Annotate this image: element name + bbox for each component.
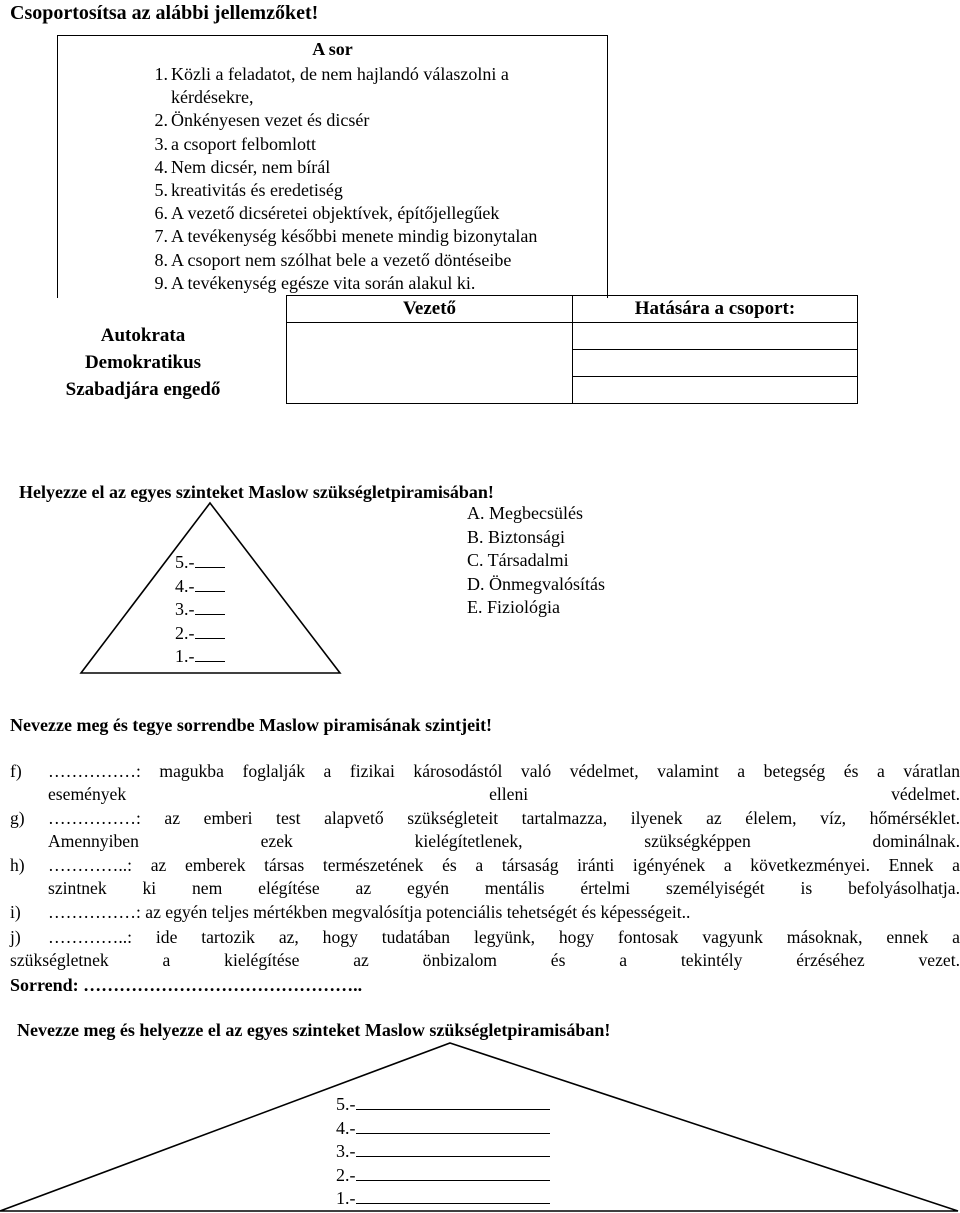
level-description-item (10, 926, 960, 972)
sorrend-answer-line[interactable]: Sorrend: ……………………………………….. (10, 975, 363, 995)
list-item-text: a csoport felbomlott (171, 133, 316, 154)
section-title-pyramid-2: Nevezze meg és helyezze el az egyes szinteket Maslow szükségletpiramisában! (17, 1020, 611, 1040)
level-description-item (10, 901, 960, 924)
pyramid-option: C. Társadalmi (467, 550, 569, 570)
cell-szabadjara-hatasa[interactable] (573, 377, 858, 404)
item-label: i) (10, 902, 21, 922)
pyramid-level-blank[interactable] (356, 1093, 550, 1110)
pyramid-level (336, 1093, 550, 1116)
list-item-text: A vezető dicséretei objektívek, építőjellegűek (171, 203, 500, 224)
item-text-line: Amennyiben ezek kielégítetlenek, szükségképpen dominálnak. (48, 831, 960, 851)
list-item-text: kreativitás és eredetiség (171, 180, 343, 200)
row-label-demokratikus: Demokratikus (0, 350, 287, 377)
pyramid-level-blank[interactable] (195, 551, 225, 568)
section-title-levels-order: Nevezze meg és tegye sorrendbe Maslow piramisának szintjeit! (10, 715, 493, 735)
pyramid-level-blank[interactable] (195, 575, 225, 592)
level-description-item (10, 854, 960, 900)
pyramid-option: E. Fiziológia (467, 597, 560, 617)
column-header-hatasa: Hatására a csoport: (573, 296, 858, 323)
list-item-number: 2. (154, 110, 168, 131)
pyramid-option: D. Önmegvalósítás (467, 573, 605, 594)
pyramid-level (336, 1117, 550, 1140)
item-text-line: ……………: magukba foglalják a fizikai károsodástól való védelmet, valamint a betegség és a váratlan (48, 761, 960, 781)
pyramid-level-blank[interactable] (356, 1164, 550, 1181)
list-item-text: A tevékenység egésze vita során alakul ki. (171, 272, 476, 293)
item-text-line: események elleni védelmet. (48, 784, 960, 804)
row-label-szabadjara: Szabadjára engedő (0, 377, 287, 404)
pyramid-level (175, 598, 225, 621)
level-description-item (10, 760, 960, 806)
item-text-line: ……………: az egyén teljes mértékben megvalósítja potenciális tehetségét és képességeit.. (48, 902, 691, 922)
cell-autokrata-vezeto[interactable] (287, 323, 573, 350)
list-item-number: 8. (154, 249, 168, 270)
list-item-number: 7. (154, 226, 168, 247)
item-label: h) (10, 855, 25, 875)
table-corner (0, 296, 287, 323)
level-description-item (10, 807, 960, 853)
pyramid-level-label: 2.- (175, 622, 195, 643)
pyramid-level-label: 5.- (336, 1094, 356, 1114)
item-text-line: szükségletnek a kielégítése az önbizalom és a tekintély érzéséhez vezet. (10, 950, 960, 970)
cell-demokratikus-vezeto[interactable] (287, 350, 573, 377)
pyramid-level-label: 3.- (175, 599, 195, 619)
pyramid-level (336, 1164, 550, 1187)
cell-autokrata-hatasa[interactable] (573, 323, 858, 350)
row-label-autokrata: Autokrata (0, 323, 287, 350)
item-label: f) (10, 761, 22, 781)
list-item-number: 4. (154, 156, 168, 177)
list-item-text: kérdésekre, (171, 87, 254, 108)
pyramid-level-label: 3.- (336, 1141, 356, 1161)
cell-demokratikus-hatasa[interactable] (573, 350, 858, 377)
pyramid-level-label: 5.- (175, 552, 195, 572)
pyramid-level (175, 575, 225, 598)
pyramid-level-blank[interactable] (195, 622, 225, 639)
cell-szabadjara-vezeto[interactable] (287, 377, 573, 404)
pyramid-level-label: 4.- (336, 1117, 356, 1138)
pyramid-level-label: 4.- (175, 575, 195, 596)
pyramid-level-blank[interactable] (356, 1117, 550, 1134)
list-item-text: Önkényesen vezet és dicsér (171, 110, 370, 131)
pyramid-option: B. Biztonsági (467, 526, 565, 547)
characteristics-heading: A sor (312, 39, 353, 59)
list-item-number: 5. (154, 180, 168, 200)
pyramid-level-blank[interactable] (356, 1187, 550, 1204)
page-title: Csoportosítsa az alábbi jellemzőket! (10, 2, 319, 24)
list-item-number: 1. (154, 64, 168, 84)
characteristics-box (57, 35, 608, 298)
pyramid-level-blank[interactable] (195, 598, 225, 615)
item-text-line: …………..: az emberek társas természetének és a társaság iránti igényének a következményei. Ennek a (48, 855, 960, 875)
section-title-pyramid-1: Helyezze el az egyes szinteket Maslow szükségletpiramisában! (19, 482, 494, 502)
pyramid-option: A. Megbecsülés (467, 503, 583, 523)
leadership-table (0, 295, 858, 404)
pyramid-level-blank[interactable] (195, 645, 225, 662)
list-item-text: Nem dicsér, nem bírál (171, 156, 331, 177)
item-label: j) (10, 927, 21, 947)
pyramid-level-label: 1.- (336, 1188, 356, 1208)
pyramid-level (175, 622, 225, 645)
item-text-line: szintnek ki nem elégítése az egyén mentális értelmi személyiségét is befolyásolhatja. (48, 878, 960, 898)
list-item-number: 9. (154, 272, 168, 293)
pyramid-level (175, 645, 225, 668)
pyramid-level (175, 551, 225, 574)
item-label: g) (10, 808, 25, 828)
pyramid-level-label: 1.- (175, 646, 195, 666)
item-text-line: ……………: az emberi test alapvető szükségleteit tartalmazza, ilyenek az élelem, víz, hőmérséklet. (48, 808, 960, 828)
list-item-number: 6. (154, 203, 168, 224)
list-item-number: 3. (154, 133, 168, 154)
pyramid-level-blank[interactable] (356, 1140, 550, 1157)
list-item-text: Közli a feladatot, de nem hajlandó válaszolni a (171, 64, 509, 84)
pyramid-level (336, 1187, 550, 1210)
list-item-text: A tevékenység későbbi menete mindig bizonytalan (171, 226, 538, 247)
column-header-vezeto: Vezető (287, 296, 573, 323)
item-text-line: …………..: ide tartozik az, hogy tudatában legyünk, hogy fontosak vagyunk másoknak, ennek a (48, 927, 960, 947)
pyramid-level-label: 2.- (336, 1164, 356, 1185)
pyramid-level (336, 1140, 550, 1163)
list-item-text: A csoport nem szólhat bele a vezető döntéseibe (171, 249, 512, 270)
